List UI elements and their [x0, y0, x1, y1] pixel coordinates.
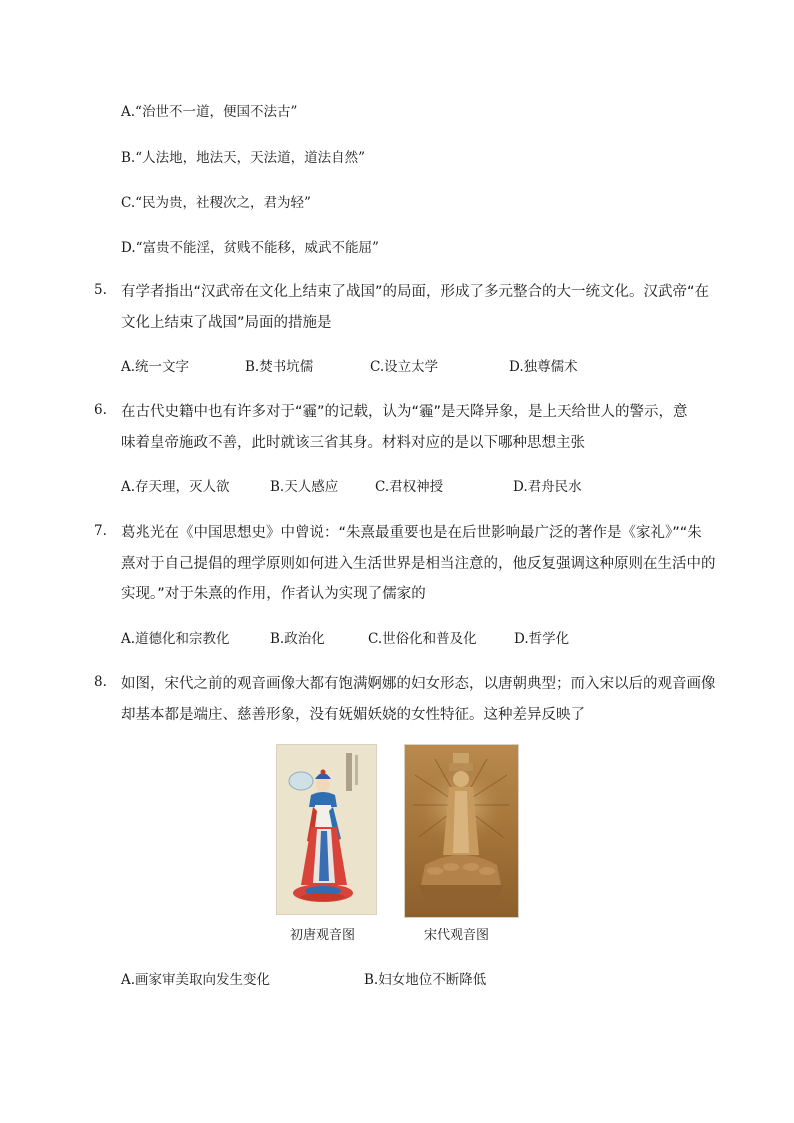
q7-text-line-3: 实现。”对于朱熹的作用，作者认为实现了儒家的 [121, 586, 426, 602]
q6-number: 6. [94, 402, 107, 418]
q5-number: 5. [94, 282, 107, 298]
q7-option-d: D.哲学化 [514, 631, 570, 647]
q5-text-line-2: 文化上结束了战国”局面的措施是 [121, 315, 332, 331]
q4-option-a: A.“治世不一道，便国不法古” [121, 104, 298, 120]
q8-number: 8. [94, 674, 107, 690]
q8-option-b: B.妇女地位不断降低 [364, 972, 487, 988]
q7-option-a: A.道德化和宗教化 [121, 631, 230, 647]
q4-option-d: D.“富贵不能淫，贫贱不能移，威武不能屈” [121, 240, 379, 256]
q8-text-line-1: 如图，宋代之前的观音画像大都有饱满婀娜的妇女形态，以唐朝典型；而入宋以后的观音画像 [121, 676, 716, 692]
q4-option-c: C.“民为贵，社稷次之，君为轻” [121, 195, 311, 211]
q8-option-a: A.画家审美取向发生变化 [121, 972, 271, 988]
q7-option-c: C.世俗化和普及化 [368, 631, 477, 647]
early-tang-guanyin-image [276, 744, 377, 915]
q5-option-b: B.焚书坑儒 [245, 359, 314, 375]
q7-text-line-1: 葛兆光在《中国思想史》中曾说：“朱熹最重要也是在后世影响最广泛的著作是《家礼》”“朱 [121, 525, 702, 541]
q4-option-b: B.“人法地，地法天，天法道，道法自然” [121, 150, 366, 166]
q6-option-c: C.君权神授 [375, 479, 444, 495]
q7-text-line-2: 熹对于自己提倡的理学原则如何进入生活世界是相当注意的，他反复强调这种原则在生活中的 [121, 556, 716, 572]
q5-option-a: A.统一文字 [121, 359, 190, 375]
q5-text-line-1: 有学者指出“汉武帝在文化上结束了战国”的局面，形成了多元整合的大一统文化。汉武帝“在 [121, 284, 710, 300]
q6-text-line-2: 味着皇帝施政不善，此时就该三省其身。材料对应的是以下哪种思想主张 [121, 435, 585, 451]
q6-option-b: B.天人感应 [270, 479, 339, 495]
q7-option-b: B.政治化 [270, 631, 325, 647]
q6-option-d: D.君舟民水 [513, 479, 582, 495]
q8-text-line-2: 却基本都是端庄、慈善形象，没有妩媚妖娆的女性特征。这种差异反映了 [121, 707, 585, 723]
song-guanyin-caption: 宋代观音图 [424, 928, 490, 943]
early-tang-guanyin-caption: 初唐观音图 [290, 928, 356, 943]
q6-option-a: A.存天理，灭人欲 [121, 479, 230, 495]
q5-option-c: C.设立太学 [370, 359, 439, 375]
q5-option-d: D.独尊儒术 [509, 359, 578, 375]
q6-text-line-1: 在古代史籍中也有许多对于“霾”的记载，认为“霾”是天降异象，是上天给世人的警示，意 [121, 404, 688, 420]
q7-number: 7. [94, 523, 107, 539]
song-guanyin-image [404, 744, 519, 918]
